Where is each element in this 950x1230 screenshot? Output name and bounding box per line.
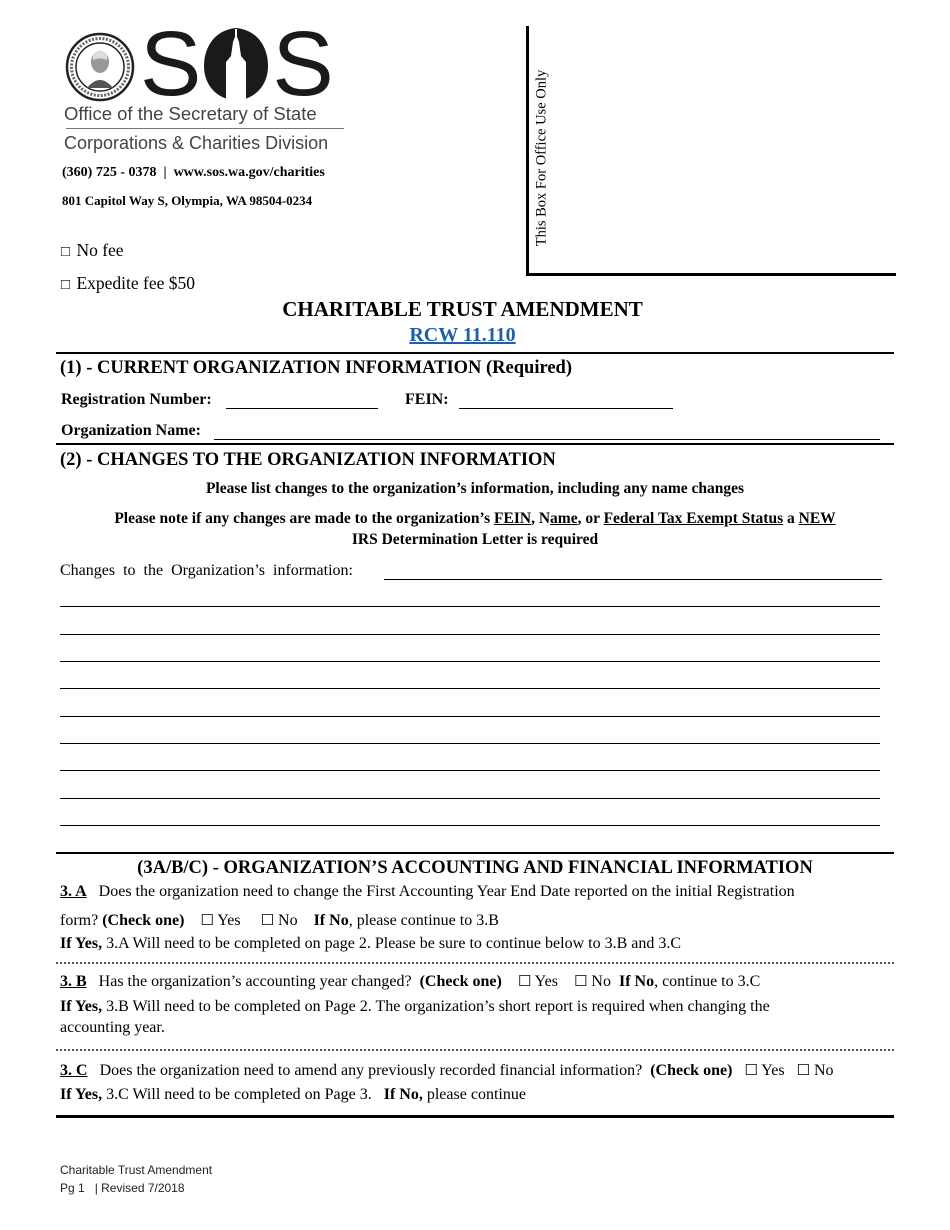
changes-field-line[interactable] — [60, 825, 880, 826]
yes-label: Yes — [217, 912, 241, 929]
rcw-link[interactable]: RCW 11.110 — [409, 324, 516, 346]
changes-field-line[interactable] — [60, 661, 880, 662]
changes-field-line[interactable] — [384, 579, 882, 580]
no-fee-label: No fee — [76, 240, 124, 260]
question-tag: 3. A — [60, 883, 87, 900]
office-use-label: This Box For Office Use Only — [533, 69, 550, 247]
no-checkbox[interactable]: ☐ — [260, 911, 275, 929]
question-text: Does the organization need to change the First Accounting Year End Date reported on the initial Registration — [98, 883, 795, 900]
changes-field-line[interactable] — [60, 606, 880, 607]
if-no-text: , continue to 3.C — [654, 973, 761, 990]
capitol-dome-icon — [202, 26, 270, 102]
mailing-address: 801 Capitol Way S, Olympia, WA 98504-0234 — [62, 193, 313, 208]
section-divider — [56, 443, 894, 445]
changes-label: Changes to the Organization’s information: — [60, 562, 353, 579]
if-no-text: , please continue to 3.B — [348, 912, 499, 929]
if-no-label: If No — [313, 912, 349, 929]
note-text: , — [531, 510, 539, 527]
if-no-label: If No — [618, 973, 655, 990]
if-yes-text: 3.B Will need to be completed on Page 2. The organization’s short report is required when changing the — [102, 998, 770, 1015]
contact-info: (360) 725 - 0378 | www.sos.wa.gov/charities — [62, 165, 325, 180]
changes-field-line[interactable] — [60, 798, 880, 799]
office-use-label-wrap — [530, 60, 554, 256]
question-3a-if-yes — [60, 935, 681, 953]
registration-number-field[interactable] — [226, 408, 378, 409]
changes-field-line[interactable] — [60, 634, 880, 635]
dotted-divider — [56, 962, 894, 964]
sos-logo: S S — [140, 13, 333, 115]
question-3c — [60, 1061, 834, 1080]
no-label: No — [278, 912, 298, 929]
yes-checkbox[interactable]: ☐ — [200, 911, 214, 929]
question-3a — [60, 883, 795, 901]
section-divider — [56, 852, 894, 854]
if-yes-text: 3.C Will need to be completed on Page 3. — [102, 1086, 384, 1103]
question-tag: 3. B — [60, 973, 87, 990]
no-label: No — [814, 1062, 834, 1079]
changes-field-line[interactable] — [60, 743, 880, 744]
fein-field[interactable] — [459, 408, 673, 409]
irs-note-line2: IRS Determination Letter is required — [351, 531, 599, 548]
irs-note-line1 — [56, 510, 894, 528]
note-new: NEW — [798, 510, 836, 527]
header-divider — [66, 128, 344, 129]
footer-form-name: Charitable Trust Amendment — [60, 1163, 213, 1177]
if-yes-label: If Yes, — [60, 935, 103, 952]
note-text: Please note if any changes are made to the organization’s — [114, 510, 495, 527]
note-text: a — [783, 510, 799, 527]
if-yes-label: If Yes, — [60, 998, 103, 1015]
changes-instruction: Please list changes to the organization’s information, including any name changes — [205, 480, 745, 497]
yes-checkbox[interactable]: ☐ — [744, 1061, 758, 1079]
form-prefix: form? — [60, 912, 103, 929]
division-name: Corporations & Charities Division — [64, 133, 329, 153]
question-3b-if-yes — [60, 998, 770, 1016]
no-fee-option[interactable] — [61, 240, 124, 261]
question-tag: 3. C — [60, 1062, 88, 1079]
check-one-label: (Check one) — [419, 973, 502, 990]
no-checkbox[interactable]: ☐ — [796, 1061, 810, 1079]
question-3c-if-yes — [60, 1086, 526, 1104]
organization-name-field[interactable] — [214, 439, 880, 440]
no-label: No — [591, 973, 611, 990]
if-yes-text: 3.A Will need to be completed on page 2. Please be sure to continue below to 3.B and 3.C — [102, 935, 682, 952]
note-text: , or — [577, 510, 604, 527]
section-divider — [56, 1115, 894, 1118]
form-title: CHARITABLE TRUST AMENDMENT — [282, 297, 643, 321]
registration-number-label: Registration Number: — [61, 391, 212, 408]
checkbox-icon[interactable]: □ — [61, 277, 71, 293]
check-one-label: (Check one) — [102, 912, 185, 929]
question-text: Does the organization need to amend any previously recorded financial information? — [99, 1062, 643, 1079]
section1-heading: (1) - CURRENT ORGANIZATION INFORMATION (Required) — [60, 358, 573, 378]
yes-label: Yes — [761, 1062, 785, 1079]
changes-field-line[interactable] — [60, 716, 880, 717]
note-fein: FEIN — [494, 510, 532, 527]
note-name: ame — [550, 510, 578, 527]
note-tax-status: Federal Tax Exempt Status — [603, 510, 784, 527]
question-3b — [60, 972, 760, 991]
yes-checkbox[interactable]: ☐ — [517, 972, 532, 990]
question-3b-if-yes-cont: accounting year. — [60, 1019, 165, 1036]
fein-label: FEIN: — [405, 391, 449, 408]
expedite-fee-option[interactable] — [61, 273, 195, 294]
office-use-box — [526, 26, 896, 276]
footer-page-info: Pg 1 | Revised 7/2018 — [60, 1181, 185, 1195]
dotted-divider — [56, 1049, 894, 1051]
note-text: N — [538, 510, 551, 527]
state-seal-icon — [65, 32, 135, 102]
if-yes-label: If Yes, — [60, 1086, 103, 1103]
section-divider — [56, 352, 894, 354]
checkbox-icon[interactable]: □ — [61, 244, 71, 260]
changes-field-line[interactable] — [60, 770, 880, 771]
expedite-fee-label: Expedite fee $50 — [76, 273, 195, 293]
section3-heading: (3A/B/C) - ORGANIZATION’S ACCOUNTING AND FINANCIAL INFORMATION — [137, 858, 813, 878]
section2-heading: (2) - CHANGES TO THE ORGANIZATION INFORMATION — [60, 450, 556, 470]
check-one-label: (Check one) — [650, 1062, 733, 1079]
organization-name-label: Organization Name: — [61, 422, 201, 439]
no-checkbox[interactable]: ☐ — [573, 972, 588, 990]
question-text: Has the organization’s accounting year changed? — [98, 973, 412, 990]
if-no-text: please continue — [422, 1086, 526, 1103]
question-3a-options — [60, 911, 499, 930]
office-name: Office of the Secretary of State — [64, 103, 317, 124]
changes-field-line[interactable] — [60, 688, 880, 689]
yes-label: Yes — [534, 973, 558, 990]
if-no-label: If No, — [383, 1086, 423, 1103]
